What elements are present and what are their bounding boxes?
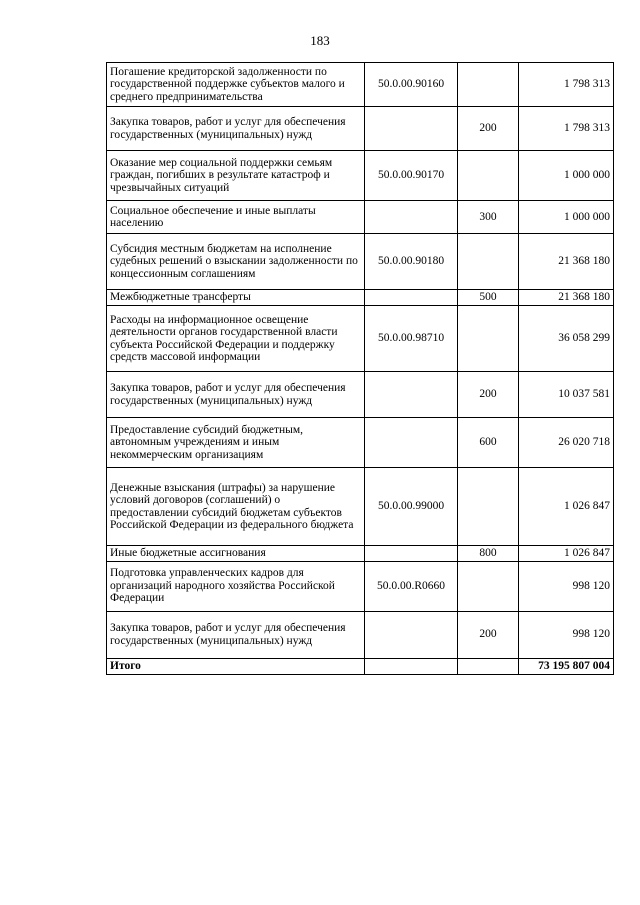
expense-name-cell: Иные бюджетные ассигнования — [107, 546, 365, 562]
expense-type-cell — [458, 63, 519, 107]
table-row — [107, 561, 614, 611]
budget-table-body — [107, 63, 614, 675]
table-row — [107, 63, 614, 107]
empty-cell — [365, 658, 458, 674]
amount-cell: 1 798 313 — [519, 63, 614, 107]
table-row — [107, 418, 614, 468]
amount-cell: 10 037 581 — [519, 372, 614, 418]
expense-type-cell — [458, 234, 519, 290]
expense-name-cell: Расходы на информационное освещение деятельности органов государственной власти субъекта Российской Федерации и поддержку средств массовой информации — [107, 306, 365, 372]
expense-name-cell: Закупка товаров, работ и услуг для обеспечения государственных (муниципальных) нужд — [107, 107, 365, 151]
target-article-cell — [365, 107, 458, 151]
expense-name-cell: Денежные взыскания (штрафы) за нарушение условий договоров (соглашений) о предоставлении субсидий бюджетам субъектов Российской Федерации из федерального бюджета — [107, 468, 365, 546]
expense-type-cell: 500 — [458, 290, 519, 306]
table-row — [107, 107, 614, 151]
amount-cell: 998 120 — [519, 561, 614, 611]
table-row — [107, 306, 614, 372]
amount-cell: 1 000 000 — [519, 151, 614, 201]
budget-table — [106, 62, 614, 675]
expense-type-cell: 300 — [458, 201, 519, 234]
table-row — [107, 546, 614, 562]
amount-cell: 1 798 313 — [519, 107, 614, 151]
expense-name-cell: Закупка товаров, работ и услуг для обеспечения государственных (муниципальных) нужд — [107, 372, 365, 418]
amount-cell: 21 368 180 — [519, 290, 614, 306]
total-label: Итого — [107, 658, 365, 674]
target-article-cell: 50.0.00.99000 — [365, 468, 458, 546]
target-article-cell — [365, 290, 458, 306]
expense-name-cell: Погашение кредиторской задолженности по государственной поддержке субъектов малого и среднего предпринимательства — [107, 63, 365, 107]
target-article-cell — [365, 546, 458, 562]
target-article-cell — [365, 418, 458, 468]
expense-type-cell: 800 — [458, 546, 519, 562]
expense-type-cell — [458, 151, 519, 201]
expense-name-cell: Оказание мер социальной поддержки семьям граждан, погибших в результате катастроф и чрезвычайных ситуаций — [107, 151, 365, 201]
expense-type-cell: 200 — [458, 611, 519, 658]
amount-cell: 1 026 847 — [519, 546, 614, 562]
table-row — [107, 290, 614, 306]
target-article-cell: 50.0.00.98710 — [365, 306, 458, 372]
expense-type-cell: 200 — [458, 372, 519, 418]
table-row — [107, 151, 614, 201]
expense-name-cell: Субсидия местным бюджетам на исполнение судебных решений о взыскании задолженности по концессионным соглашениям — [107, 234, 365, 290]
expense-type-cell — [458, 561, 519, 611]
amount-cell: 998 120 — [519, 611, 614, 658]
target-article-cell — [365, 201, 458, 234]
target-article-cell: 50.0.00.90160 — [365, 63, 458, 107]
table-row — [107, 234, 614, 290]
expense-type-cell: 600 — [458, 418, 519, 468]
expense-type-cell: 200 — [458, 107, 519, 151]
table-row — [107, 372, 614, 418]
total-row — [107, 658, 614, 674]
expense-name-cell: Социальное обеспечение и иные выплаты населению — [107, 201, 365, 234]
table-row — [107, 201, 614, 234]
target-article-cell — [365, 372, 458, 418]
expense-name-cell: Закупка товаров, работ и услуг для обеспечения государственных (муниципальных) нужд — [107, 611, 365, 658]
expense-name-cell: Предоставление субсидий бюджетным, автономным учреждениям и иным некоммерческим организациям — [107, 418, 365, 468]
target-article-cell: 50.0.00.90170 — [365, 151, 458, 201]
amount-cell: 26 020 718 — [519, 418, 614, 468]
page-number: 183 — [310, 33, 330, 48]
target-article-cell: 50.0.00.90180 — [365, 234, 458, 290]
target-article-cell: 50.0.00.R0660 — [365, 561, 458, 611]
expense-name-cell: Межбюджетные трансферты — [107, 290, 365, 306]
amount-cell: 21 368 180 — [519, 234, 614, 290]
amount-cell: 1 000 000 — [519, 201, 614, 234]
table-row — [107, 468, 614, 546]
amount-cell: 36 058 299 — [519, 306, 614, 372]
total-amount: 73 195 807 004 — [519, 658, 614, 674]
target-article-cell — [365, 611, 458, 658]
expense-type-cell — [458, 468, 519, 546]
amount-cell: 1 026 847 — [519, 468, 614, 546]
expense-type-cell — [458, 306, 519, 372]
empty-cell — [458, 658, 519, 674]
expense-name-cell: Подготовка управленческих кадров для организаций народного хозяйства Российской Федерации — [107, 561, 365, 611]
table-row — [107, 611, 614, 658]
